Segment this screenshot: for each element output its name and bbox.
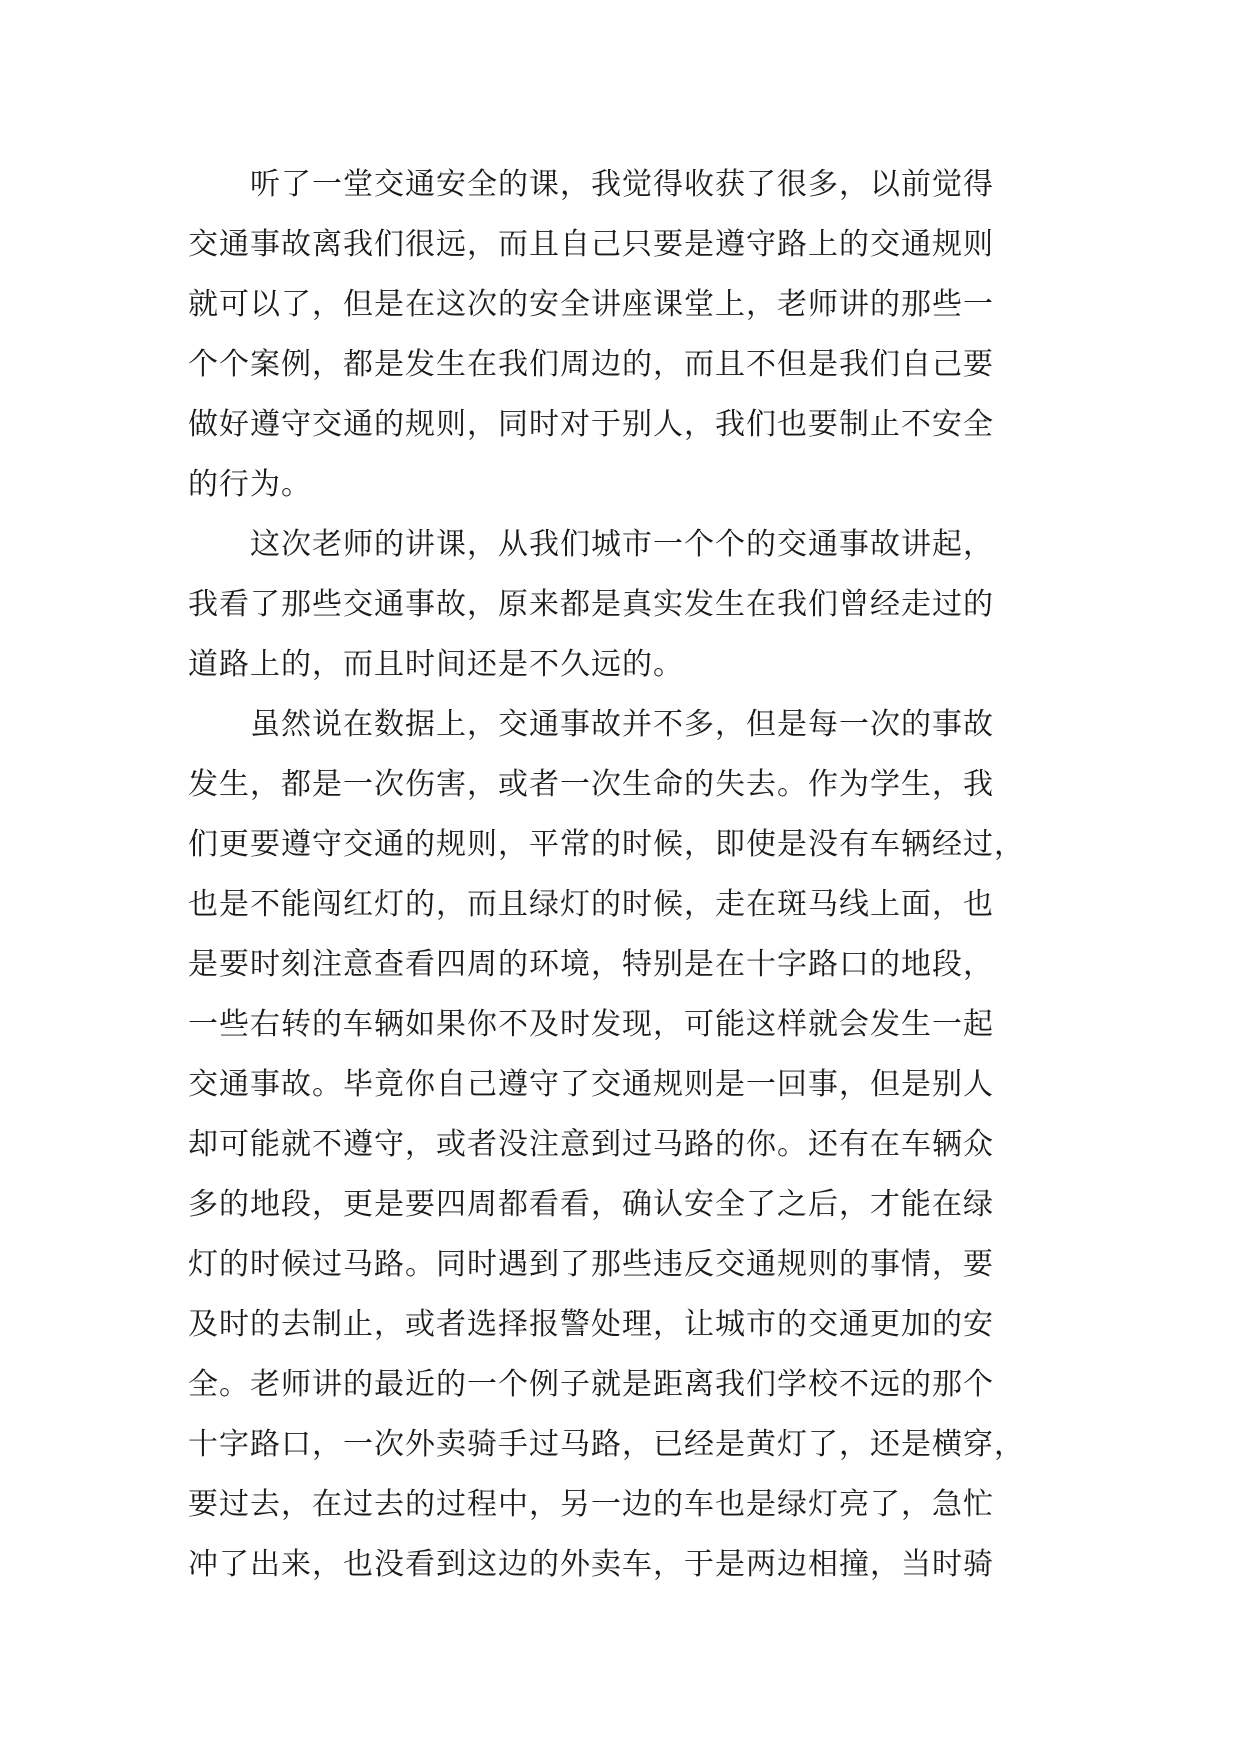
paragraph-2-line-3: 道路上的，而且时间还是不久远的。 [188, 647, 684, 682]
paragraph-1-line-3: 就可以了，但是在这次的安全讲座课堂上，老师讲的那些一 [188, 287, 994, 322]
paragraph-3-line-15: 冲了出来，也没看到这边的外卖车，于是两边相撞，当时骑 [188, 1547, 994, 1582]
paragraph-1-line-2: 交通事故离我们很远，而且自己只要是遵守路上的交通规则 [188, 227, 994, 262]
paragraph-3-line-14: 要过去，在过去的过程中，另一边的车也是绿灯亮了，急忙 [188, 1487, 994, 1522]
paragraph-3-line-2: 发生，都是一次伤害，或者一次生命的失去。作为学生，我 [188, 767, 994, 802]
paragraph-3-line-4: 也是不能闯红灯的，而且绿灯的时候，走在斑马线上面，也 [188, 887, 994, 922]
paragraph-3-line-6: 一些右转的车辆如果你不及时发现，可能这样就会发生一起 [188, 1007, 994, 1042]
paragraph-1-line-6: 的行为。 [188, 467, 312, 502]
paragraph-1-line-4: 个个案例，都是发生在我们周边的，而且不但是我们自己要 [188, 347, 994, 382]
paragraph-3-line-1: 虽然说在数据上，交通事故并不多，但是每一次的事故 [250, 707, 994, 742]
paragraph-1-line-5: 做好遵守交通的规则，同时对于别人，我们也要制止不安全 [188, 407, 994, 442]
paragraph-2-line-2: 我看了那些交通事故，原来都是真实发生在我们曾经走过的 [188, 587, 994, 622]
essay-body [188, 155, 1058, 1595]
paragraph-1-line-1: 听了一堂交通安全的课，我觉得收获了很多，以前觉得 [250, 167, 994, 202]
paragraph-3-line-13: 十字路口，一次外卖骑手过马路，已经是黄灯了，还是横穿， [188, 1427, 1025, 1462]
paragraph-3-line-12: 全。老师讲的最近的一个例子就是距离我们学校不远的那个 [188, 1367, 994, 1402]
paragraph-3-line-3: 们更要遵守交通的规则，平常的时候，即使是没有车辆经过， [188, 827, 1025, 862]
paragraph-3-line-5: 是要时刻注意查看四周的环境，特别是在十字路口的地段， [188, 947, 994, 982]
paragraph-3-line-7: 交通事故。毕竟你自己遵守了交通规则是一回事，但是别人 [188, 1067, 994, 1102]
paragraph-3-line-11: 及时的去制止，或者选择报警处理，让城市的交通更加的安 [188, 1307, 994, 1342]
paragraph-3-line-9: 多的地段，更是要四周都看看，确认安全了之后，才能在绿 [188, 1187, 994, 1222]
paragraph-3-line-8: 却可能就不遵守，或者没注意到过马路的你。还有在车辆众 [188, 1127, 994, 1162]
paragraph-3-line-10: 灯的时候过马路。同时遇到了那些违反交通规则的事情，要 [188, 1247, 994, 1282]
paragraph-2-line-1: 这次老师的讲课，从我们城市一个个的交通事故讲起， [250, 527, 994, 562]
